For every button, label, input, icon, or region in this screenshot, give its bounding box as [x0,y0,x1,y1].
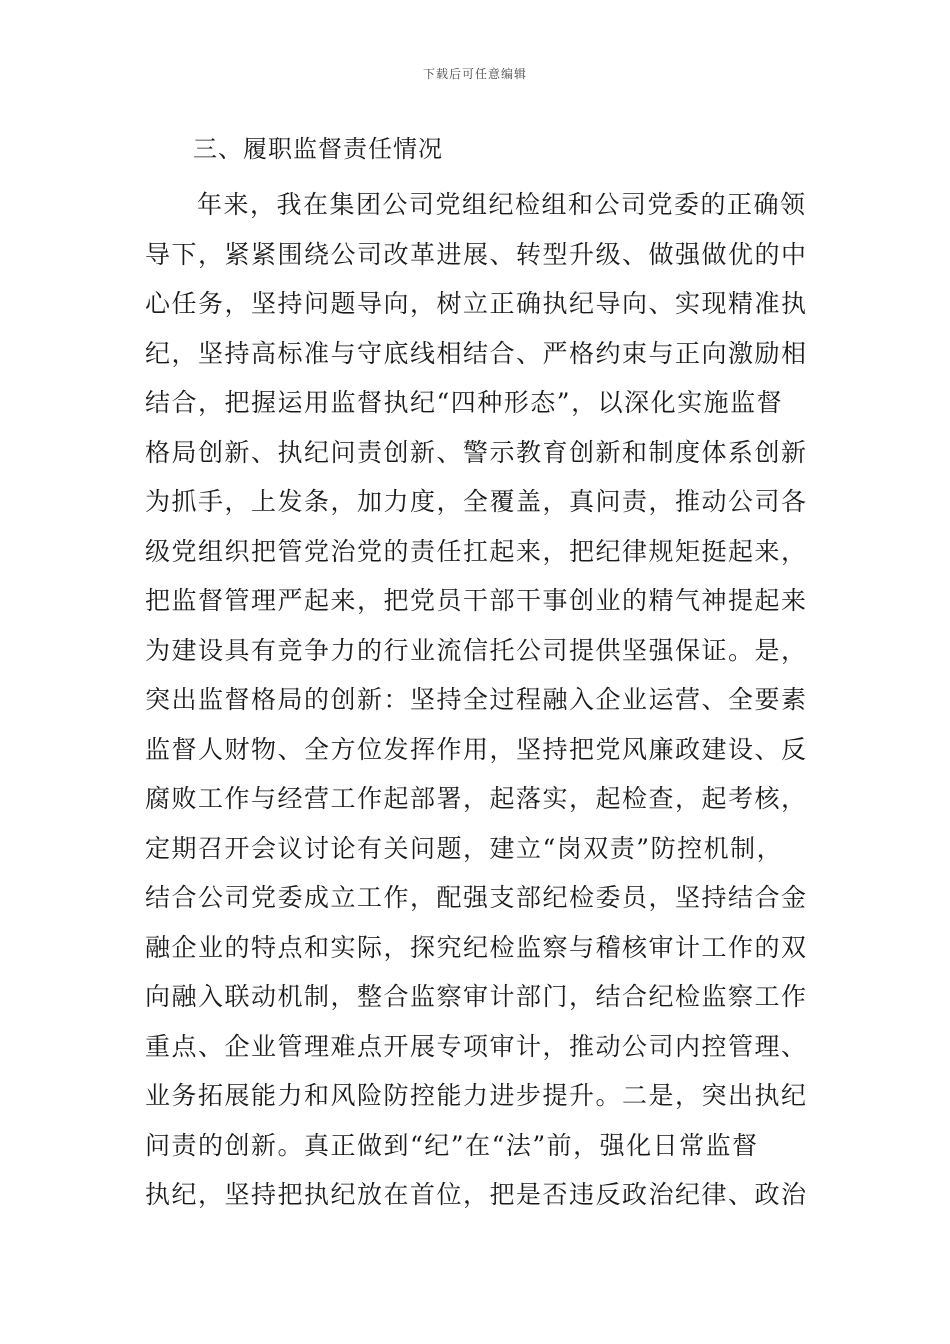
section-heading: 三、履职监督责任情况 [193,135,443,163]
body-line: 融企业的特点和实际，探究纪检监察与稽核审计工作的双 [145,932,808,962]
body-line: 导下，紧紧围绕公司改革进展、转型升级、做强做优的中 [145,239,808,269]
header-note: 下载后可任意编辑 [422,67,527,81]
body-line: 级党组织把管党治党的责任扛起来，把纪律规矩挺起来， [145,536,808,566]
body-line: 突出监督格局的创新：坚持全过程融入企业运营、全要素 [145,685,808,714]
body-line: 心任务，坚持问题导向，树立正确执纪导向、实现精准执 [145,289,808,318]
body-line: 监督人财物、全方位发挥作用，坚持把党风廉政建设、反 [145,734,808,764]
body-line: 结合公司党委成立工作，配强支部纪检委员，坚持结合金 [145,883,808,912]
body-line: 向融入联动机制，整合监察审计部门，结合纪检监察工作 [145,982,808,1011]
body-paragraph [145,180,810,1220]
body-line: 纪，坚持高标准与守底线相结合、严格约束与正向激励相 [145,338,808,368]
body-line: 为抓手，上发条，加力度，全覆盖，真问责，推动公司各 [145,487,808,516]
body-line: 年来，我在集团公司党组纪检组和公司党委的正确领 [197,190,807,219]
body-line: 执纪，坚持把执纪放在首位，把是否违反政治纪律、政治 [145,1180,808,1209]
body-line: 格局创新、执纪问责创新、警示教育创新和制度体系创新 [145,437,808,467]
body-line: 腐败工作与经营工作起部署，起落实，起检查，起考核， [145,784,808,813]
body-line: 问责的创新。真正做到“纪”在“法”前，强化日常监督 [145,1130,759,1160]
body-line: 把监督管理严起来，把党员干部干事创业的精气神提起来 [145,586,808,615]
body-line: 为建设具有竞争力的行业流信托公司提供坚强保证。是， [145,635,808,665]
body-line: 重点、企业管理难点开展专项审计，推动公司内控管理、 [145,1031,808,1061]
body-line: 业务拓展能力和风险防控能力进步提升。二是，突出执纪 [145,1081,808,1110]
body-line: 结合，把握运用监督执纪“四种形态”，以深化实施监督 [145,388,784,417]
body-line: 定期召开会议讨论有关问题，建立“岗双责”防控机制， [145,833,784,863]
